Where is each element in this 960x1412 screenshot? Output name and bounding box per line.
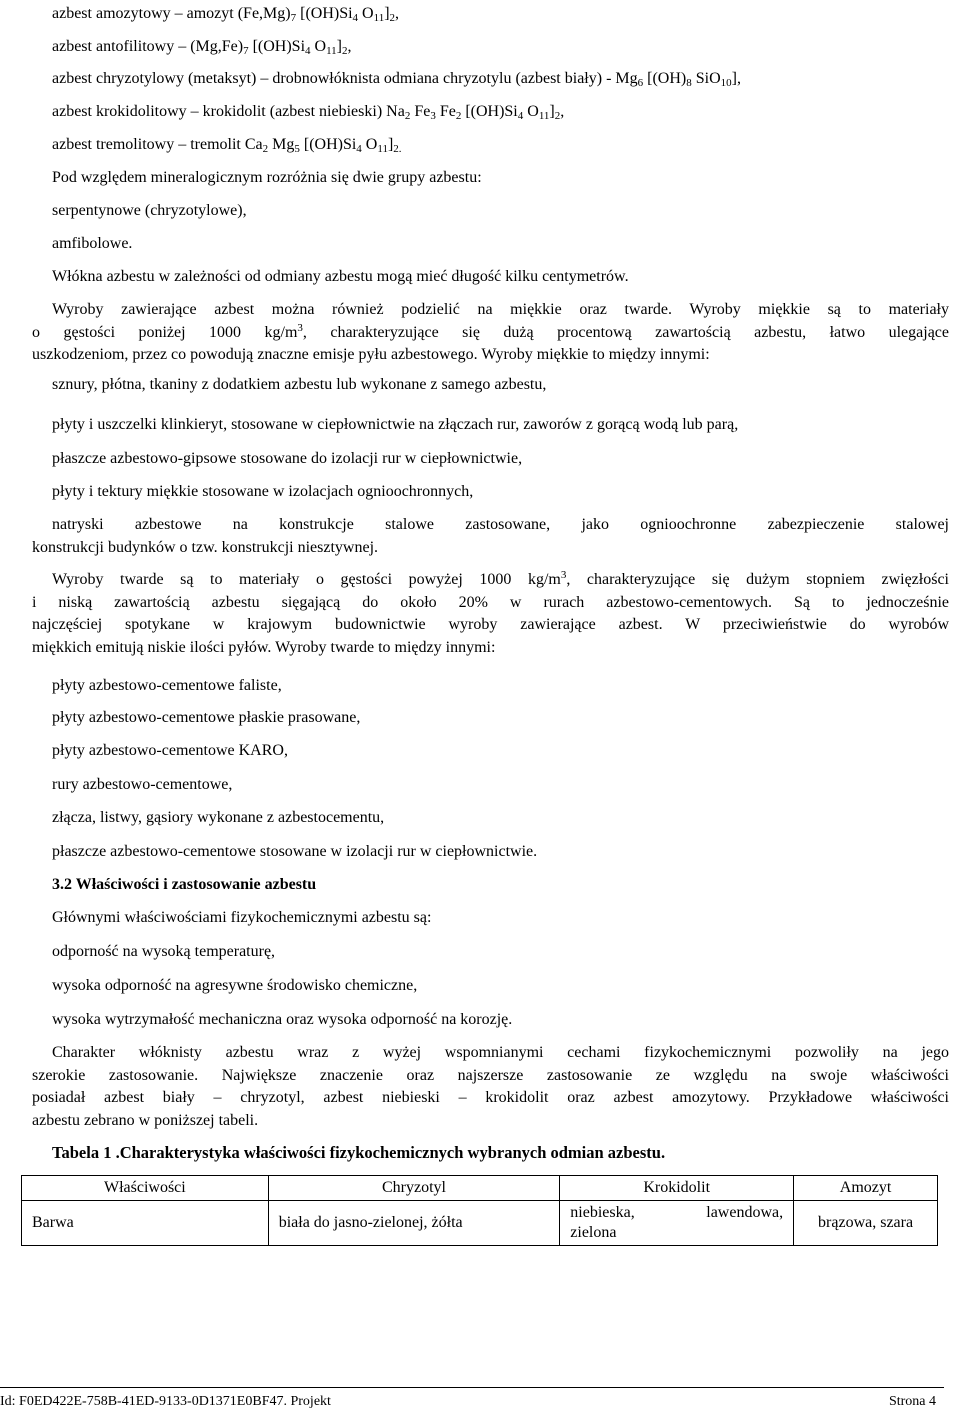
- cell-krokidolit: niebieska, lawendowa, zielona: [560, 1201, 794, 1246]
- section-heading: 3.2 Właściwości i zastosowanie azbestu: [52, 876, 317, 893]
- header-cell: Amozyt: [794, 1176, 938, 1201]
- header-cell: Chryzotyl: [268, 1176, 560, 1201]
- footer-document-id: Id: F0ED422E-758B-41ED-9133-0D1371E0BF47. Projekt: [0, 1394, 331, 1409]
- hard-products-paragraph: Wyroby twarde są to materiały o gęstości powyżej 1000 $kg/m^3$, charakteryzujące się dużym stopniem zwięzłości i niską zawartością azbestu sięgającą do około 20% w rurach azbestowo-cementowych. Są to jednocześnie najczęściej spotykane w krajowym budownictwie wyroby zawierające azbest. W przeciwieństwie do wyrobów miękkich emitują niskie ilości pyłów. Wyroby twarde to między innymi:: [32, 569, 949, 656]
- footer-divider: [0, 1387, 944, 1388]
- soft-item-4: płyty i tektury miękkie stosowane w izolacjach ognioochronnych,: [52, 483, 474, 500]
- formula-tremolit: azbest tremolitowy – tremolit $Ca_2$ $Mg_5$ [$(OH)Si_4$ $O_{11}]_{2.}$: [52, 136, 402, 155]
- cell-property: Barwa: [22, 1201, 269, 1246]
- property-1: odporność na wysoką temperaturę,: [52, 943, 276, 960]
- soft-item-3: płaszcze azbestowo-gipsowe stosowane do izolacji rur w ciepłownictwie,: [52, 450, 523, 467]
- formula-chryzotyl: azbest chryzotylowy (metaksyt) – drobnowłóknista odmiana chryzotylu (azbest biały) - $Mg_6$ [$(OH)_8$ SiO$_{10}$],: [52, 70, 741, 89]
- hard-item-6: płaszcze azbestowo-cementowe stosowane w izolacji rur w ciepłownictwie.: [52, 843, 538, 860]
- header-cell: Krokidolit: [560, 1176, 794, 1201]
- property-3: wysoka wytrzymałość mechaniczna oraz wysoka odporność na korozję.: [52, 1011, 513, 1028]
- formula-krokidolit: azbest krokidolitowy – krokidolit (azbest niebieski) $Na_2$ $Fe_3$ $Fe_2$ [$(OH)Si_4$ $O_{11}]_2$,: [52, 103, 565, 122]
- table-caption: Tabela 1 .Charakterystyka właściwości fizykochemicznych wybranych odmian azbestu.: [52, 1143, 666, 1162]
- soft-item-5: natryski azbestowe na konstrukcje stalowe zastosowane, jako ognioochronne zabezpieczenie stalowej konstrukcji budynków o tzw. konstrukcji niesztywnej.: [32, 516, 949, 556]
- hard-item-4: rury azbestowo-cementowe,: [52, 776, 233, 793]
- cell-amozyt: brązowa, szara: [794, 1201, 938, 1246]
- properties-table: [21, 1175, 938, 1246]
- group-serpentine: serpentynowe (chryzotylowe),: [52, 202, 247, 219]
- hard-item-5: złącza, listwy, gąsiory wykonane z azbestocementu,: [52, 809, 385, 826]
- property-2: wysoka odporność na agresywne środowisko chemiczne,: [52, 977, 418, 994]
- header-cell: Właściwości: [22, 1176, 269, 1201]
- formula-antofilit: azbest antofilitowy – $(Mg,Fe)_7$ [$(OH)Si_4$ $O_{11}]_2$,: [52, 38, 352, 57]
- group-amphibole: amfibolowe.: [52, 235, 133, 252]
- table-row: [22, 1201, 938, 1246]
- properties-intro: Głównymi właściwościami fizykochemicznymi azbestu są:: [52, 909, 432, 926]
- hard-item-3: płyty azbestowo-cementowe KARO,: [52, 742, 288, 759]
- fiber-length-note: Włókna azbestu w zależności od odmiany azbestu mogą mieć długość kilku centymetrów.: [52, 268, 629, 285]
- cell-chryzotyl: biała do jasno-zielonej, żółta: [268, 1201, 560, 1246]
- soft-products-paragraph: Wyroby zawierające azbest można również podzielić na miękkie oraz twarde. Wyroby miękkie są to materiały o gęstości poniżej 1000 $kg/m^3$, charakteryzujące się dużą procentową zawartością azbestu, łatwo ulegające uszkodzeniom, przez co powodują znaczne emisje pyłu azbestowego. Wyroby miękkie to między innymi:: [32, 301, 949, 363]
- soft-item-1: sznury, płótna, tkaniny z dodatkiem azbestu lub wykonane z samego azbestu,: [52, 376, 547, 393]
- table-header-row: [22, 1176, 938, 1201]
- formula-amozyt: azbest amozytowy – amozyt $(Fe,Mg)_7$ [$(OH)Si_4$ $O_{11}]_2$,: [52, 5, 400, 24]
- footer-page-number: Strona 4: [888, 1394, 936, 1409]
- hard-item-1: płyty azbestowo-cementowe faliste,: [52, 677, 282, 694]
- hard-item-2: płyty azbestowo-cementowe płaskie prasowane,: [52, 709, 361, 726]
- mineral-groups-intro: Pod względem mineralogicznym rozróżnia się dwie grupy azbestu:: [52, 169, 482, 186]
- soft-item-2: płyty i uszczelki klinkieryt, stosowane w ciepłownictwie na złączach rur, zaworów z gorącą wodą lub parą,: [52, 416, 739, 433]
- usage-paragraph: Charakter włóknisty azbestu wraz z wyżej wspomnianymi cechami fizykochemicznymi pozwoliły na jego szerokie zastosowanie. Największe znaczenie oraz najszersze zastosowanie ze względu na swoje właściwości posiadał azbest biały – chryzotyl, azbest niebieski – krokidolit oraz azbest amozytowy. Przykładowe właściwości azbestu zebrano w poniższej tabeli.: [32, 1044, 949, 1129]
